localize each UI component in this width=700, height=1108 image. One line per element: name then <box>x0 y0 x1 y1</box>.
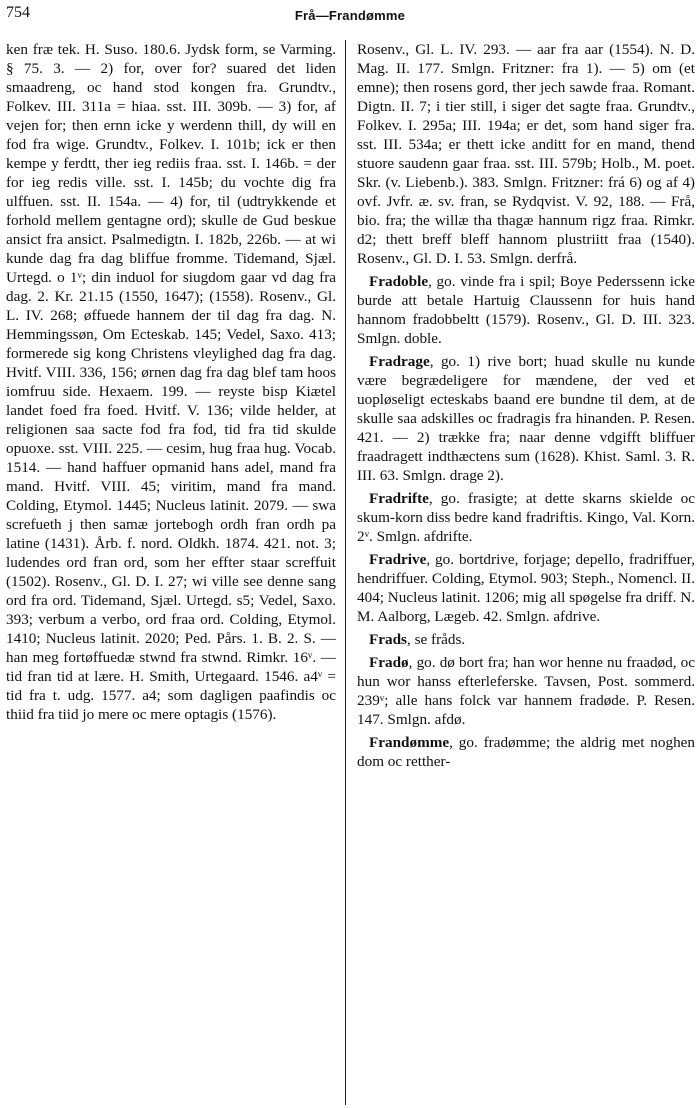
entry-frads <box>357 630 695 649</box>
entry-frandomme <box>357 733 695 771</box>
page-number: 754 <box>6 4 30 21</box>
entry-fradrifte <box>357 489 695 546</box>
headword: Frads <box>369 631 407 648</box>
headword: Frandømme <box>369 734 450 751</box>
entry-text: , go. bortdrive, forjage; depello, fradriffuer, hendriffuer. Colding, Etymol. 903; Steph., Nomencl. II. 404; Nucleus latinit. 1206; mig all spøgelse fra driff. N. M. Aalborg, Lægeb. 42. Smlgn. afdrive. <box>357 551 696 625</box>
headword: Fradrage <box>369 353 430 370</box>
entry-fradoble <box>357 272 695 348</box>
entry-text: , go. frasigte; at dette skarns skielde oc skum-korn diss bedre kand fradriftis. Kingo, Val. Korn. 2ᵛ. Smlgn. afdrifte. <box>357 490 695 545</box>
column-divider <box>345 40 346 1105</box>
entry-text: , go. vinde fra i spil; Boye Pederssenn icke burde att betale Hartuig Claussenn for huis hand hannom fradobbeltt (1579). Rosenv., Gl. D. III. 323. Smlgn. doble. <box>357 273 695 347</box>
entry-text: , go. dø bort fra; han wor henne nu fraadød, oc hun wor hanss efterleferske. Tavsen, Post. sommerd. 239ᵛ; alle hans folck var hannem fradøde. P. Resen. 147. Smlgn. afdø. <box>357 654 695 728</box>
right-column-continuation: Rosenv., Gl. L. IV. 293. — aar fra aar (1554). N. D. Mag. II. 177. Smlgn. Fritzner: fra 1). — 5) om (et emne); then rosens gord, ther jech sawde fraa. Romant. Digtn. II. 7; i tier still, i siger det sagte fraa. Grundtv., Folkev. I. 295a; III. 194a; er det, som hand siger fra. sst. III. 534a; er thett icke anditt for en mand, thend stuore saudenn gaar fraa. sst. III. 579b; Holb., M. poet. Skr. (v. Liebenb.). 383. Smlgn. Fritzner: frá 6) og af 4) ovf. Jvfr. æ. sv. fran, se Rydqvist. V. 92, 188. — Frå, bio. fra; the willæ tha thagæ hannum rigz fraa. Rimkr. d2; thett breff bleff hannom plustriitt fraa (1540). Rosenv., Gl. D. I. 53. Smlgn. derfrå. <box>357 41 695 267</box>
left-column-text: ken fræ tek. H. Suso. 180.6. Jydsk form, se Varming. § 75. 3. — 2) for, over for? suared det liden smaadreng, oc hand stod kongen fra. Grundtv., Folkev. III. 311a = hiaa. sst. III. 309b. — 3) for, af vejen for; then ernn icke y werdenn thill, dy will en fod fra wige. Grundtv., Folkev. I. 101b; ick er then kempe y ferdtt, ther ieg rediis fraa. sst. I. 146b. = der for ieg redis ville. sst. I. 145b; du vochte dig fra ulffuen. sst. II. 154a. — 4) for, til (udtrykkende et forhold mellem gentagne ord); skulle de Gud beskue ansict fra ansict. Psalmedigtn. I. 182b, 226b. — at wi kunde dag fra dag bliffue fromme. Tidemand, Sjæl. Urtegd. o 1ᵛ; din induol for siugdom gaar vd dag fra dag. 2. Kr. 21.15 (1550, 1647); (1558). Rosenv., Gl. L. IV. 268; øffuede hannem der til dag fra dag. N. Hemmingssøn, Om Ecteskab. 145; Vedel, Saxo. 413; formerede sig kong Christens vleylighed dag fra dag. Hvitf. VIII. 336, 156; ørnen dag fra dag blef tam hoos iomfruu side. Hexaem. 199. — reyste bisp Kiætel landet foed fra foed. Hvitf. V. 136; vilde helder, at religionen saa sacte fod fra fod, tid fra tid skulde opuoxe. sst. VIII. 225. — cesim, hug fraa hug. Vocab. 1514. — hand haffuer opmanid hans adel, mand fra mand. Hvitf. VIII. 45; viritim, mand fra mand. Colding, Etymol. 1445; Nucleus latinit. 2079. — swa screfueth j then samæ jortebogh ordh fran ordh pa latine (1431). Årb. f. nord. Oldkh. 1874. 421. not. 3; ludendes ord fran ord, som her effter staar screffuit (1502). Rosenv., Gl. D. I. 27; wi ville see denne sang ord fra ord. Tidemand, Sjæl. Urtegd. s5; Vedel, Saxo. 393; verbum a verbo, ord fraa ord. Colding, Etymol. 1410; Nucleus latinit. 2020; Ped. Pårs. 1. B. 2. S. — han meg fortøffuedæ stwnd fra stwnd. Rimkr. 16ᵛ. — tid fran tid at lære. H. Smith, Urtegaard. 1546. a4ᵛ = tid fra t. udg. 1577. a4; som dagligen paafindis oc thiid fra tiid jo mere oc mere optagis (1576). <box>6 41 336 723</box>
entry-fradrive <box>357 550 695 626</box>
entry-fradrage <box>357 352 695 485</box>
right-column <box>357 40 695 771</box>
running-title: Frå—Frandømme <box>294 8 406 23</box>
entry-text: , go. fradømme; the aldrig met noghen dom oc retther- <box>357 734 695 770</box>
entry-frado <box>357 653 695 729</box>
headword: Fradoble <box>369 273 429 290</box>
headword: Fradrifte <box>369 490 429 507</box>
entry-text: , go. 1) rive bort; huad skulle nu kunde være begrædeligere for mændene, der ved et uopløseligt ecteskabs baand ere bundne til dem, at de skulle saa adskilles oc fradragis fra hinanden. P. Resen. 421. — 2) trække fra; naar denne vdgifft bliffuer fraadragett indthæctens sum (1628). Khist. Saml. 3. R. III. 63. Smlgn. drage 2). <box>357 353 695 484</box>
entry-text: , se fråds. <box>406 631 466 648</box>
headword: Fradø <box>369 654 409 671</box>
headword: Fradrive <box>369 551 427 568</box>
left-column <box>6 40 336 724</box>
